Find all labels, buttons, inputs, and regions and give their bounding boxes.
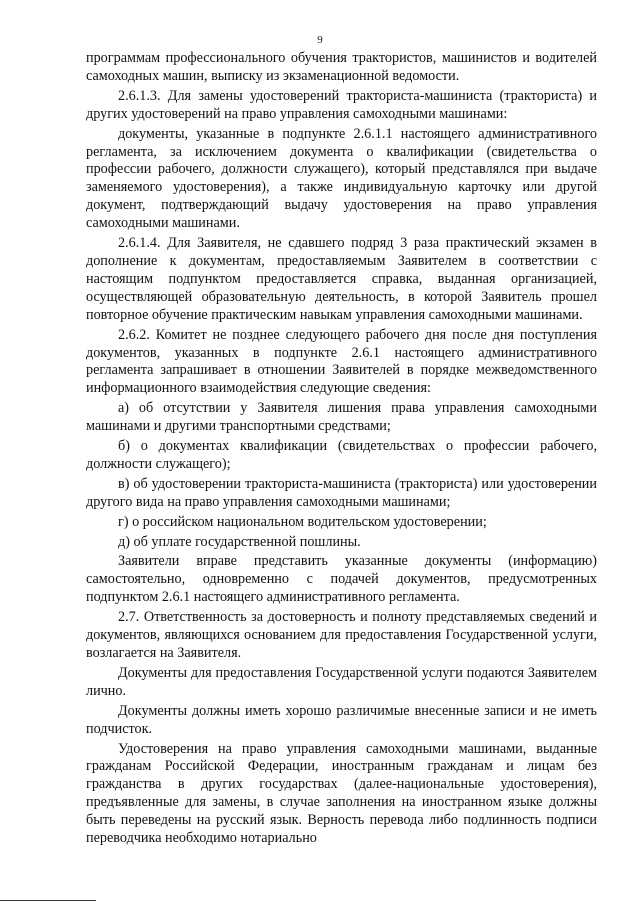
paragraph-foreign-licenses: Удостоверения на право управления самоходными машинами, выданные гражданам Российской Федерации, иностранным гражданам и лицам без гражданства в других государствах (далее-национальные удостоверения), предъявленные для замены, в случае заполнения на иностранном языке должны быть переведены на русский язык. Верность перевода либо подлинность подписи переводчика необходимо нотариально [86, 740, 597, 847]
paragraph-applicants-right: Заявители вправе представить указанные документы (информацию) самостоятельно, одновременно с подачей документов, предусмотренных подпунктом 2.6.1 настоящего административного регламента. [86, 553, 597, 606]
list-item-d: д) об уплате государственной пошлины. [118, 533, 361, 550]
paragraph-2-6-1-3: 2.6.1.3. Для замены удостоверений тракториста-машиниста (тракториста) и других удостоверений на право управления самоходными машинами: [86, 87, 597, 122]
paragraph-2-6-2: 2.6.2. Комитет не позднее следующего рабочего дня после дня поступления документов, указанных в подпункте 2.6.1 настоящего административного регламента запрашивает в отношении Заявителей в порядке межведомственного информационного взаимодействия следующие сведения: [86, 326, 597, 397]
list-item-v: в) об удостоверении тракториста-машиниста (тракториста) или удостоверении другого вида на право управления самоходными машинами; [86, 475, 597, 510]
page-number: 9 [317, 34, 323, 46]
paragraph-documents-in-person: Документы для предоставления Государственной услуги подаются Заявителем лично. [86, 664, 597, 699]
paragraph-continuation: программам профессионального обучения трактористов, машинистов и водителей самоходных машин, выписку из экзаменационной ведомости. [86, 50, 597, 84]
paragraph-2-7: 2.7. Ответственность за достоверность и полноту представляемых сведений и документов, являющихся основанием для предоставления Государственной услуги, возлагается на Заявителя. [86, 609, 597, 661]
paragraph-documents-legible: Документы должны иметь хорошо различимые внесенные записи и не иметь подчисток. [86, 702, 597, 737]
list-item-b: б) о документах квалификации (свидетельствах о профессии рабочего, должности служащего); [86, 438, 597, 472]
list-item-a: а) об отсутствии у Заявителя лишения права управления самоходными машинами и другими транспортными средствами; [86, 400, 597, 435]
paragraph-replacement-documents: документы, указанные в подпункте 2.6.1.1 настоящего административного регламента, за исключением документа о квалификации (свидетельства о профессии рабочего, должности служащего), который представлялся при выдаче заменяемого удостоверения), а также индивидуальную карточку или другой документ, подтверждающий выдачу удостоверения на право управления самоходными машинами. [86, 125, 597, 232]
footnote-divider [0, 900, 96, 901]
document-body [86, 50, 597, 848]
paragraph-2-6-1-4: 2.6.1.4. Для Заявителя, не сдавшего подряд 3 раза практический экзамен в дополнение к документам, предоставляемым Заявителем в соответствии с настоящим подпунктом предоставляется справка, выданная организацией, осуществляющей образовательную деятельность, в которой Заявитель прошел повторное обучение практическим навыкам управления самоходными машинами. [86, 235, 597, 323]
list-item-g: г) о российском национальном водительском удостоверении; [118, 513, 487, 530]
